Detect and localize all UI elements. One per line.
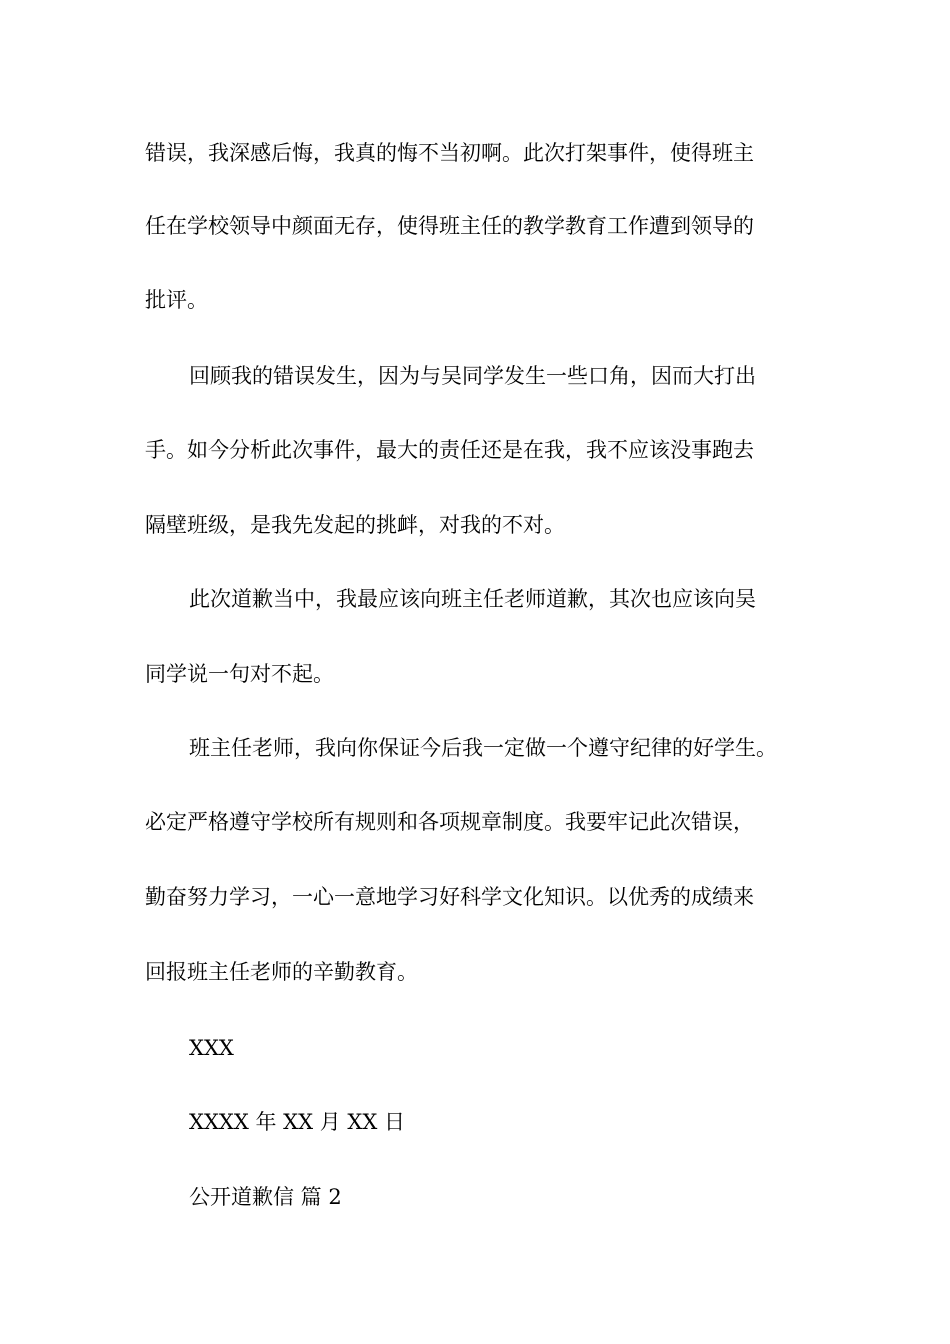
paragraph-line: 必定严格遵守学校所有规则和各项规章制度。我要牢记此次错误，	[145, 810, 754, 834]
paragraph-line: 班主任老师，我向你保证今后我一定做一个遵守纪律的好学生。	[189, 736, 777, 760]
signature: XXX	[189, 1036, 234, 1060]
paragraph-line: 此次道歉当中，我最应该向班主任老师道歉，其次也应该向吴	[189, 587, 756, 611]
date: XXXX 年 XX 月 XX 日	[189, 1110, 405, 1134]
paragraph-line: 回顾我的错误发生，因为与吴同学发生一些口角，因而大打出	[189, 364, 756, 388]
paragraph-line: 任在学校领导中颜面无存，使得班主任的教学教育工作遭到领导的	[145, 214, 754, 238]
paragraph-line: 批评。	[145, 288, 208, 312]
paragraph-line: 勤奋努力学习，一心一意地学习好科学文化知识。以优秀的成绩来	[145, 885, 754, 909]
paragraph-line: 隔壁班级，是我先发起的挑衅，对我的不对。	[145, 513, 565, 537]
section-heading: 公开道歉信 篇 2	[189, 1185, 342, 1209]
paragraph-line: 错误，我深感后悔，我真的悔不当初啊。此次打架事件，使得班主	[145, 141, 754, 165]
paragraph-line: 同学说一句对不起。	[145, 662, 334, 686]
paragraph-line: 回报班主任老师的辛勤教育。	[145, 960, 418, 984]
paragraph-line: 手。如今分析此次事件，最大的责任还是在我，我不应该没事跑去	[145, 438, 754, 462]
